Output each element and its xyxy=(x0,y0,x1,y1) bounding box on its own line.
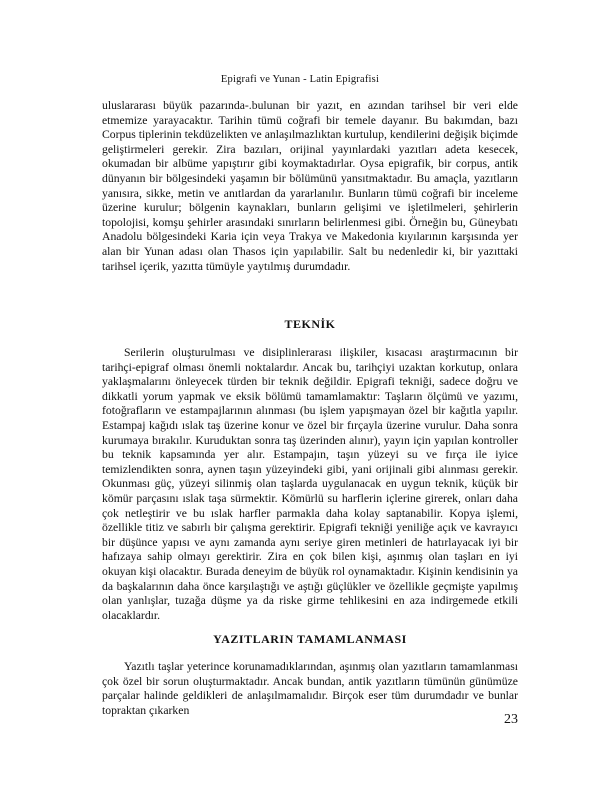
section-heading-teknik: TEKNİK xyxy=(284,317,336,331)
paragraph-intro xyxy=(102,99,518,274)
paragraph-intro-text: uluslararası büyük pazarında-.bulunan bir yazıt, en azından tarihsel bir veri elde etmemize yarayacaktır. Tarihin tümü coğrafi bir temele dayanır. Bu bakımdan, bazı Corpus tiplerinin tekdüzelikten ve anlaşılmazlıktan kurtulup, kendilerini değişik biçimde geliştirmeleri gerekir. Zira bazıları, orijinal yayınlardaki yazıtları adeta kesecek, okumadan bir albüme yapıştırır gibi koymaktadırlar. Oysa epigrafik, bir corpus, antik dünyanın bir bölgesindeki yaşamın bir bölümünü yansıtmaktadır. Bu amaçla, yazıtların yanısıra, sikke, metin ve anıtlardan da yararlanılır. Bunların tümü coğrafi bir inceleme üzerine kurulur; bölgenin kaynakları, bunların gelişimi ve işletilmeleri, şehirlerin topolojisi, komşu şehirler arasındaki sınırların belirlenmesi gibi. Örneğin bu, Güneybatı Anadolu bölgesindeki Karia için veya Trakya ve Makedonia kıyılarının karşısında yer alan bir Yunan adası olan Thasos için yapılabilir. Salt bu nedenledir ki, bir yazıttaki tarihsel içerik, yazıtta tümüyle yaytılmış durumdadır. xyxy=(102,99,518,273)
running-header: Epigrafi ve Yunan - Latin Epigrafisi xyxy=(220,74,380,85)
paragraph-teknik-text: Serilerin oluşturulması ve disiplinlerarası ilişkiler, kısacası araştırmacının bir tarihçi-epigraf olması önemli noktalardır. Ancak bu, tarihçiyi uzaktan korkutup, onlara yaklaşmalarını önleyecek türden bir teknik değildir. Epigrafi tekniği, sadece doğru ve dikkatli yorum yapmak ve eksik bölümü tamamlamaktır: Taşların ölçümü ve yazımı, fotoğrafların ve estampajlarının alınması (bu işlem yapışmayan özel bir kağıtla yapılır. Estampaj kağıdı ıslak taş üzerine konur ve özel bir fırçayla üzerine vurulur. Daha sonra kurumaya bırakılır. Kuruduktan sonra taş üzerinden alınır), yayın için yapılan kontroller bu teknik kapsamında yer alır. Estampajın, taşın yüzeyi su ve fırça ile iyice temizlendikten sonra, aynen taşın yüzeyindeki gibi, yani orijinali gibi alınması gerekir. Okunması güç, yüzeyi silinmiş olan taşlarda uygulanacak en uygun teknik, küçük bir kömür parçasını ıslak taşa sürmektir. Kömürlü su harflerin içlerine girerek, onları daha çok netleştirir ve bu ıslak harfler parmakla daha kolay saptanabilir. Kopya işlemi, özellikle titiz ve sabırlı bir çalışma gerektirir. Epigrafi tekniği yeniliğe açık ve kavrayıcı bir düşünce yapısı ve aynı zamanda aynı seriye giren metinleri de hatırlayacak iyi bir hafızaya sahip olmayı gerektirir. Zira en çok bilen kişi, aşınmış olan taşları en iyi okuyan kişi olacaktır. Burada deneyim de büyük rol oynamaktadır. Kişinin kendisinin ya da başkalarının daha önce karşılaştığı ve aştığı güçlükler ve özellikle geçmişte yapılmış olan yanlışlar, tuzağa düşme ya da riske girme tehlikesini en aza indirgemede etkili olacaklardır. xyxy=(102,346,518,622)
section-heading-teknik-wrap xyxy=(102,317,518,332)
paragraph-teknik xyxy=(102,346,518,623)
paragraph-yazitlar-text: Yazıtlı taşlar yeterince korunamadıklarından, aşınmış olan yazıtların tamamlanması çok özel bir sorun oluşturmaktadır. Ancak bundan, antik yazıtların tümünün günümüze parçalar halinde geldikleri de anlaşılmamalıdır. Birçok eser tüm durumdadır ve bunlar topraktan çıkarken xyxy=(102,660,518,717)
page-number: 23 xyxy=(504,712,518,727)
section-heading-yazitlar-wrap xyxy=(102,632,518,647)
section-heading-yazitlarin-tamamlanmasi: YAZITLARIN TAMAMLANMASI xyxy=(213,632,407,646)
paragraph-yazitlar xyxy=(102,660,518,718)
